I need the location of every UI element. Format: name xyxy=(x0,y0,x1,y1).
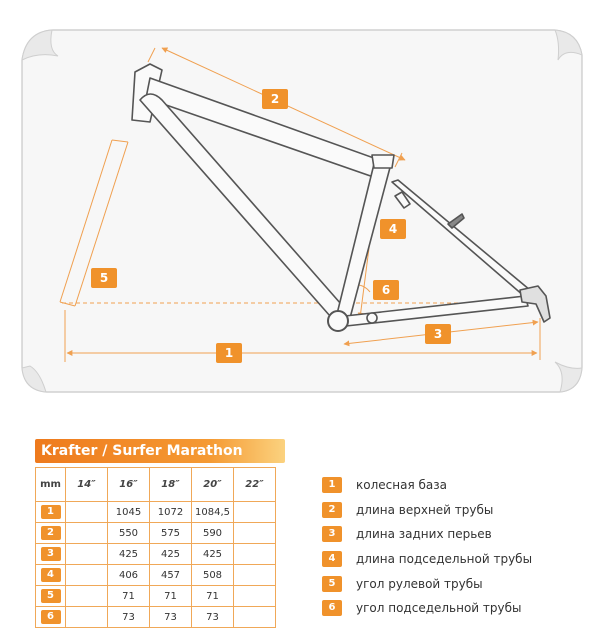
table-row xyxy=(36,607,276,628)
table-row xyxy=(36,544,276,565)
geometry-table xyxy=(35,467,276,628)
table-cell: 457 xyxy=(150,565,192,586)
marker-2 xyxy=(262,89,288,109)
table-cell: 71 xyxy=(192,586,234,607)
legend-label: длина подседельной трубы xyxy=(356,552,533,567)
model-title: Krafter / Surfer Marathon xyxy=(35,439,285,463)
row-number-badge: 4 xyxy=(41,568,61,582)
bottom-bracket xyxy=(328,311,348,331)
table-cell: 1072 xyxy=(150,502,192,523)
legend-number-badge: 4 xyxy=(322,551,342,567)
marker-5 xyxy=(91,268,117,288)
svg-text:2: 2 xyxy=(270,92,280,106)
legend-label: колесная база xyxy=(356,478,447,493)
table-cell xyxy=(66,565,108,586)
table-cell xyxy=(234,565,276,586)
table-header-row xyxy=(36,468,276,502)
svg-text:5: 5 xyxy=(99,271,109,285)
table-row xyxy=(36,565,276,586)
legend-number-badge: 6 xyxy=(322,600,342,616)
table-cell xyxy=(66,607,108,628)
table-cell: 425 xyxy=(108,544,150,565)
legend-number-badge: 2 xyxy=(322,502,342,518)
header-size-16: 16″ xyxy=(108,468,150,502)
header-mm: mm xyxy=(36,468,66,502)
header-size-14: 14″ xyxy=(66,468,108,502)
marker-3 xyxy=(425,324,451,344)
legend xyxy=(322,473,532,621)
table-cell: 73 xyxy=(192,607,234,628)
table-cell: 73 xyxy=(108,607,150,628)
row-number-badge: 5 xyxy=(41,589,61,603)
table-cell xyxy=(234,544,276,565)
header-size-22: 22″ xyxy=(234,468,276,502)
table-cell xyxy=(234,523,276,544)
legend-label: угол рулевой трубы xyxy=(356,576,483,591)
legend-item xyxy=(322,473,532,498)
table-cell xyxy=(234,502,276,523)
legend-item xyxy=(322,596,532,621)
legend-item xyxy=(322,522,532,547)
table-cell: 590 xyxy=(192,523,234,544)
svg-text:3: 3 xyxy=(433,327,443,341)
row-number-badge: 2 xyxy=(41,526,61,540)
svg-text:4: 4 xyxy=(388,222,398,236)
table-cell xyxy=(234,607,276,628)
row-number-badge: 6 xyxy=(41,610,61,624)
table-cell xyxy=(66,586,108,607)
table-cell: 71 xyxy=(150,586,192,607)
table-cell xyxy=(234,586,276,607)
table-cell xyxy=(66,523,108,544)
legend-item xyxy=(322,547,532,572)
legend-label: угол подседельной трубы xyxy=(356,601,522,616)
table-cell: 71 xyxy=(108,586,150,607)
table-row xyxy=(36,502,276,523)
table-row xyxy=(36,523,276,544)
legend-item xyxy=(322,498,532,523)
table-cell: 425 xyxy=(192,544,234,565)
table-cell xyxy=(66,502,108,523)
svg-text:1: 1 xyxy=(224,346,234,360)
legend-number-badge: 1 xyxy=(322,477,342,493)
marker-4 xyxy=(380,219,406,239)
table-cell: 1045 xyxy=(108,502,150,523)
legend-label: длина задних перьев xyxy=(356,527,492,542)
legend-item xyxy=(322,571,532,596)
legend-number-badge: 5 xyxy=(322,576,342,592)
header-size-20: 20″ xyxy=(192,468,234,502)
marker-1 xyxy=(216,343,242,363)
table-row xyxy=(36,586,276,607)
header-size-18: 18″ xyxy=(150,468,192,502)
legend-label: длина верхней трубы xyxy=(356,502,494,517)
row-number-badge: 1 xyxy=(41,505,61,519)
table-cell: 406 xyxy=(108,565,150,586)
table-cell xyxy=(66,544,108,565)
legend-number-badge: 3 xyxy=(322,526,342,542)
table-cell: 425 xyxy=(150,544,192,565)
table-cell: 575 xyxy=(150,523,192,544)
marker-6 xyxy=(373,280,399,300)
row-number-badge: 3 xyxy=(41,547,61,561)
table-cell: 1084,5 xyxy=(192,502,234,523)
table-cell: 550 xyxy=(108,523,150,544)
svg-text:6: 6 xyxy=(381,283,391,297)
table-cell: 73 xyxy=(150,607,192,628)
table-cell: 508 xyxy=(192,565,234,586)
